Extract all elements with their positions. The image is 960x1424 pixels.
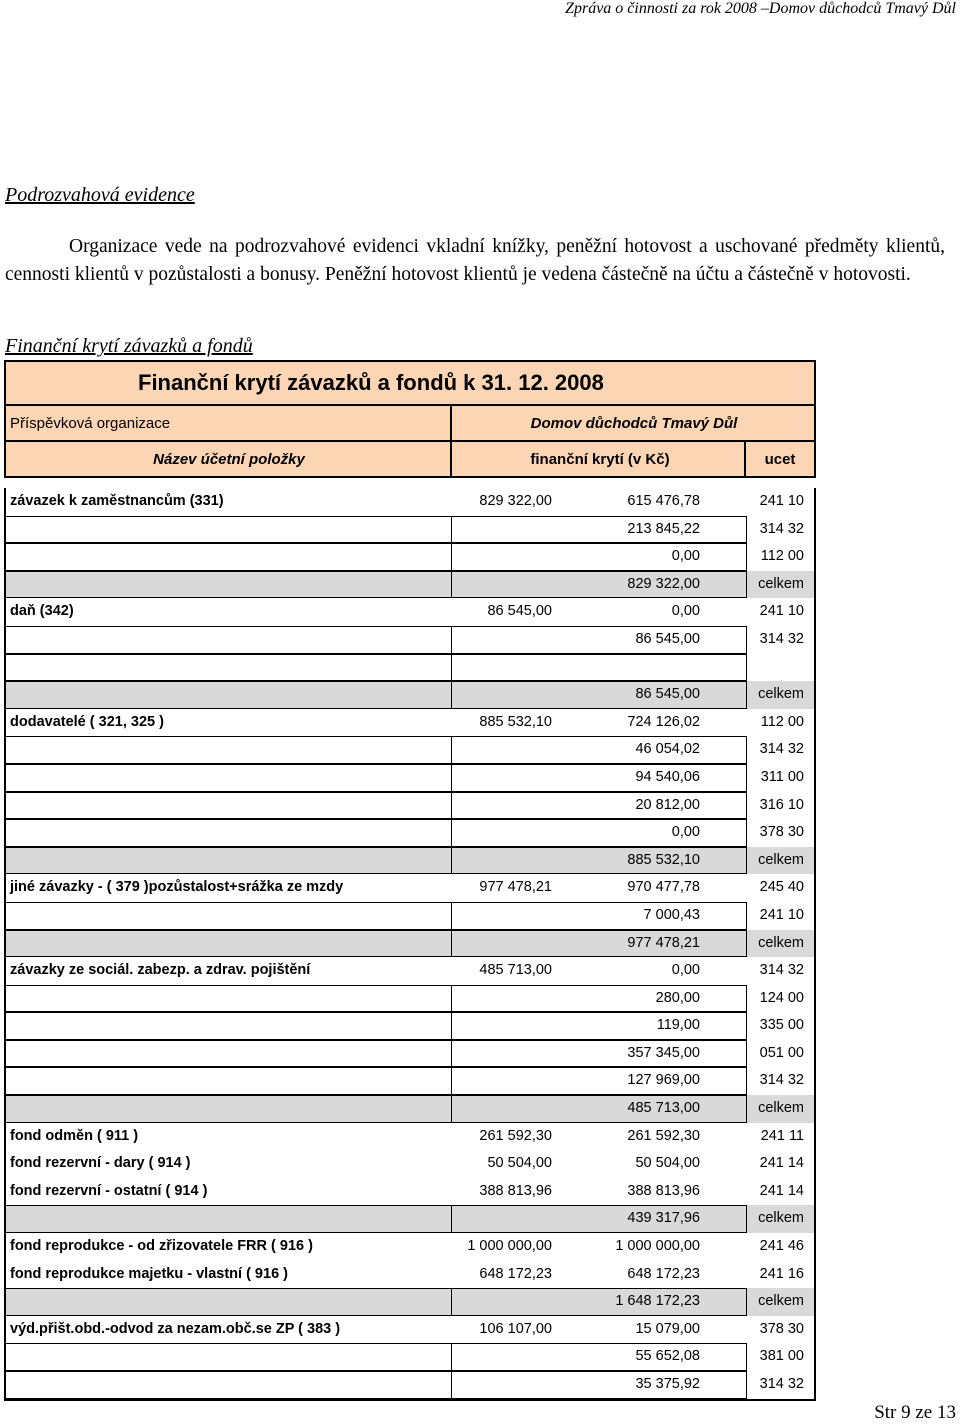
account-cell: 241 16 <box>759 1265 804 1282</box>
section-paragraph: Organizace vede na podrozvahové evidenci vkladní knížky, peněžní hotovost a uschované předměty klientů, cennosti klientů v pozůstalosti a bonusy. Peněžní hotovost klientů je vedena částečně na účtu a částečně v hotovosti. <box>5 236 945 285</box>
item-name-cell: výd.přišt.obd.-odvod za nezam.obč.se ZP ( 383 ) <box>10 1320 341 1337</box>
coverage-amount-cell: 0,00 <box>671 548 700 565</box>
item-name-cell <box>6 681 452 709</box>
coverage-amount-cell <box>564 654 746 682</box>
coverage-amount-cell: 127 969,00 <box>627 1072 700 1089</box>
item-name-cell <box>6 1371 452 1399</box>
account-cell: 378 30 <box>759 1320 804 1337</box>
coverage-amount-cell: 7 000,43 <box>643 906 700 923</box>
item-total-cell: 106 107,00 <box>479 1320 552 1337</box>
item-total-cell: 885 532,10 <box>479 713 552 730</box>
account-cell: celkem <box>746 847 814 875</box>
account-cell: 314 32 <box>746 1067 814 1095</box>
account-cell: 112 00 <box>760 713 804 730</box>
coverage-amount-cell: 213 845,22 <box>627 520 700 537</box>
table-org-row <box>4 406 816 442</box>
table-row <box>6 902 814 930</box>
coverage-amount-cell: 439 317,96 <box>627 1210 700 1227</box>
coverage-amount-cell: 86 545,00 <box>635 630 700 647</box>
table-row <box>6 985 814 1013</box>
table-row <box>6 598 814 626</box>
item-name-cell <box>6 516 452 544</box>
account-cell: 241 14 <box>759 1155 804 1172</box>
item-name-cell <box>6 792 452 820</box>
table-row <box>6 1150 814 1178</box>
coverage-amount-cell: 261 592,30 <box>627 1127 700 1144</box>
item-name-cell: fond odměn ( 911 ) <box>10 1127 139 1144</box>
item-name-cell <box>6 736 452 764</box>
item-name-cell <box>6 626 452 654</box>
coverage-amount-cell: 50 504,00 <box>635 1155 700 1172</box>
table-row <box>6 1205 814 1233</box>
coverage-amount-cell: 1 000 000,00 <box>615 1238 700 1255</box>
account-cell: 314 32 <box>746 626 814 654</box>
coverage-amount-cell: 86 545,00 <box>635 686 700 703</box>
section-title-financing: Finanční krytí závazků a fondů <box>5 335 253 357</box>
item-name-cell: daň (342) <box>10 603 74 620</box>
account-cell: 316 10 <box>746 792 814 820</box>
coverage-amount-cell: 648 172,23 <box>627 1265 700 1282</box>
table-row <box>6 654 814 682</box>
page-header: Zpráva o činnosti za rok 2008 –Domov důchodců Tmavý Důl <box>565 0 956 17</box>
account-cell: 314 32 <box>759 962 804 979</box>
account-cell: 241 10 <box>759 493 804 509</box>
col-header-amount: finanční krytí (v Kč) <box>530 451 670 468</box>
item-total-cell: 50 504,00 <box>487 1155 552 1172</box>
table-row <box>6 1261 814 1289</box>
coverage-amount-cell: 724 126,02 <box>627 713 700 730</box>
coverage-amount-cell: 1 648 172,23 <box>615 1293 700 1310</box>
account-cell: 241 10 <box>759 603 804 620</box>
item-name-cell: jiné závazky - ( 379 )pozůstalost+srážka ze mzdy <box>10 879 344 896</box>
item-name-cell <box>6 1012 452 1040</box>
table-title-box <box>4 360 816 406</box>
item-name-cell: fond rezervní - dary ( 914 ) <box>10 1155 191 1172</box>
table-row <box>6 1178 814 1206</box>
table-row <box>6 1343 814 1371</box>
item-name-cell <box>6 1067 452 1095</box>
item-name-cell <box>6 985 452 1013</box>
item-name-cell <box>6 1040 452 1068</box>
account-cell <box>746 654 814 682</box>
account-cell: 245 40 <box>759 879 804 896</box>
item-name-cell <box>6 1095 452 1123</box>
coverage-amount-cell: 0,00 <box>671 962 700 979</box>
table-row <box>6 543 814 571</box>
table-row <box>6 1012 814 1040</box>
coverage-amount-cell: 15 079,00 <box>635 1320 700 1337</box>
item-name-cell: fond rezervní - ostatní ( 914 ) <box>10 1182 208 1199</box>
table-row <box>6 736 814 764</box>
item-name-cell <box>6 1205 452 1233</box>
col-header-name: Název účetní položky <box>153 451 305 468</box>
table-row <box>6 1288 814 1316</box>
item-name-cell: fond reprodukce - od zřizovatele FRR ( 916 ) <box>10 1238 313 1255</box>
account-cell: 311 00 <box>746 764 814 792</box>
table-row <box>6 488 814 516</box>
coverage-amount-cell: 55 652,08 <box>635 1348 700 1365</box>
item-total-cell: 977 478,21 <box>479 879 552 896</box>
account-cell: 124 00 <box>746 985 814 1013</box>
table-header-row <box>4 442 816 478</box>
account-cell: 241 11 <box>760 1127 804 1144</box>
item-name-cell: závazek k zaměstnancům (331) <box>10 493 224 509</box>
account-cell: 314 32 <box>746 516 814 544</box>
table-row <box>6 930 814 958</box>
account-cell: 241 46 <box>759 1238 804 1255</box>
item-name-cell <box>6 1343 452 1371</box>
item-name-cell <box>6 847 452 875</box>
account-cell: 112 00 <box>746 543 814 571</box>
item-total-cell: 388 813,96 <box>479 1182 552 1199</box>
coverage-amount-cell: 388 813,96 <box>627 1182 700 1199</box>
table-row <box>6 1233 814 1261</box>
coverage-amount-cell: 119,00 <box>656 1017 700 1034</box>
account-cell: 314 32 <box>746 1371 814 1399</box>
item-name-cell <box>6 902 452 930</box>
account-cell: 335 00 <box>746 1012 814 1040</box>
table-row <box>6 819 814 847</box>
account-cell: 378 30 <box>746 819 814 847</box>
coverage-amount-cell: 0,00 <box>671 824 700 841</box>
page-number: Str 9 ze 13 <box>874 1402 956 1423</box>
table-row <box>6 626 814 654</box>
org-label: Příspěvková organizace <box>10 415 171 432</box>
coverage-amount-cell: 977 478,21 <box>627 934 700 951</box>
table-row <box>6 681 814 709</box>
coverage-amount-cell: 280,00 <box>655 989 700 1006</box>
table-row <box>6 516 814 544</box>
coverage-amount-cell: 0,00 <box>671 603 700 620</box>
item-name-cell: závazky ze sociál. zabezp. a zdrav. pojištění <box>10 962 311 979</box>
org-name: Domov důchodců Tmavý Důl <box>530 415 738 432</box>
item-name-cell <box>6 1288 452 1316</box>
item-total-cell: 1 000 000,00 <box>467 1238 552 1255</box>
table-row <box>6 1067 814 1095</box>
item-name-cell <box>6 930 452 958</box>
item-name-cell <box>6 819 452 847</box>
account-cell: celkem <box>746 571 814 599</box>
section-title-off-balance: Podrozvahová evidence <box>5 184 195 206</box>
table-row <box>6 709 814 737</box>
table-row <box>6 957 814 985</box>
item-name-cell <box>6 764 452 792</box>
item-total-cell: 648 172,23 <box>479 1265 552 1282</box>
item-total-cell: 485 713,00 <box>479 962 552 979</box>
account-cell: celkem <box>746 930 814 958</box>
coverage-amount-cell: 94 540,06 <box>635 768 700 785</box>
table-row <box>6 874 814 902</box>
account-cell: 051 00 <box>746 1040 814 1068</box>
financing-table <box>4 360 816 1401</box>
table-row <box>6 1316 814 1344</box>
item-name-cell: fond reprodukce majetku - vlastní ( 916 ) <box>10 1265 288 1282</box>
table-row <box>6 1040 814 1068</box>
coverage-amount-cell: 885 532,10 <box>627 851 700 868</box>
table-body <box>4 488 816 1401</box>
coverage-amount-cell: 615 476,78 <box>627 493 700 509</box>
account-cell: celkem <box>746 681 814 709</box>
coverage-amount-cell: 46 054,02 <box>635 741 700 758</box>
coverage-amount-cell: 829 322,00 <box>627 575 700 592</box>
col-header-account: ucet <box>764 451 796 468</box>
table-row <box>6 792 814 820</box>
item-name-cell <box>6 571 452 599</box>
account-cell: celkem <box>746 1288 814 1316</box>
account-cell: 381 00 <box>746 1343 814 1371</box>
coverage-amount-cell: 970 477,78 <box>627 879 700 896</box>
account-cell: celkem <box>746 1095 814 1123</box>
coverage-amount-cell: 35 375,92 <box>635 1376 700 1392</box>
item-name-cell <box>6 543 452 571</box>
table-title: Finanční krytí závazků a fondů k 31. 12. 2008 <box>138 370 604 395</box>
account-cell: 314 32 <box>746 736 814 764</box>
table-row <box>6 571 814 599</box>
item-total-cell: 829 322,00 <box>479 493 552 509</box>
item-name-cell: dodavatelé ( 321, 325 ) <box>10 713 164 730</box>
item-total-cell: 261 592,30 <box>479 1127 552 1144</box>
account-cell: 241 14 <box>759 1182 804 1199</box>
table-row <box>6 764 814 792</box>
account-cell: celkem <box>746 1205 814 1233</box>
coverage-amount-cell: 20 812,00 <box>635 796 700 813</box>
table-row <box>6 1371 814 1399</box>
item-total-cell: 86 545,00 <box>487 603 552 620</box>
coverage-amount-cell: 485 713,00 <box>627 1100 700 1117</box>
account-cell: 241 10 <box>746 902 814 930</box>
coverage-amount-cell: 357 345,00 <box>627 1044 700 1061</box>
item-name-cell <box>6 654 452 682</box>
table-row <box>6 1123 814 1151</box>
table-row <box>6 847 814 875</box>
table-row <box>6 1095 814 1123</box>
